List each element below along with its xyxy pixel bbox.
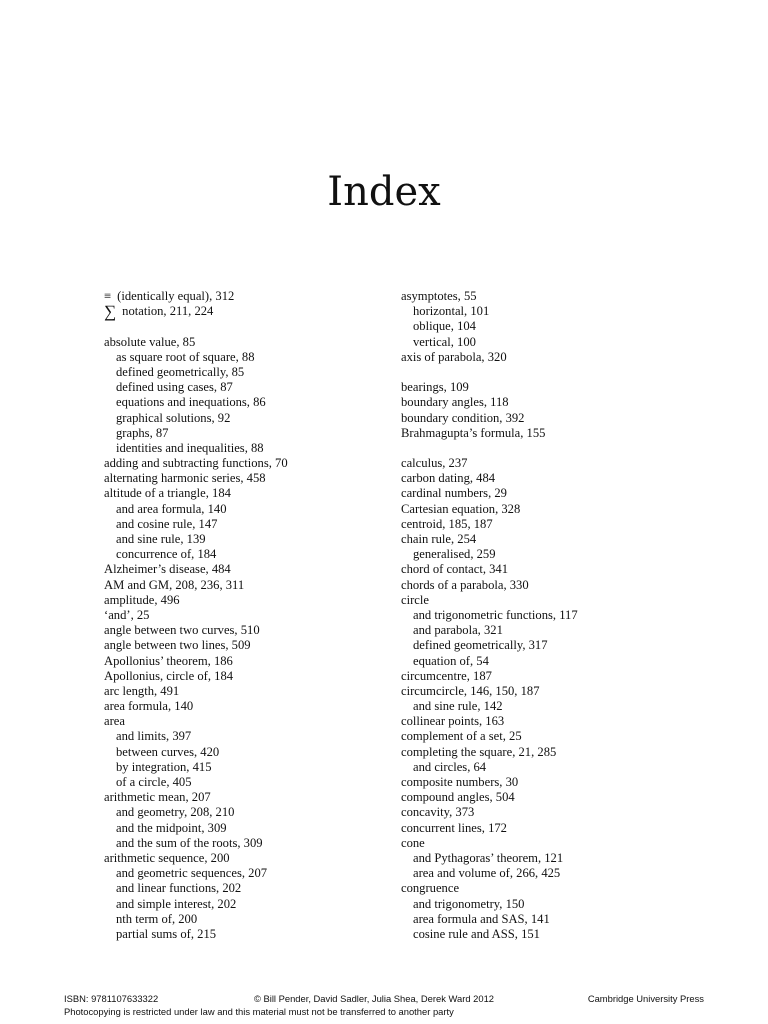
index-entry-text: concurrence of, 184	[116, 547, 217, 562]
index-entry	[401, 836, 701, 851]
identical-symbol: ≡	[104, 289, 112, 303]
index-subentry	[401, 608, 701, 623]
index-subentry	[104, 547, 404, 562]
index-entry-text: composite numbers, 30	[401, 775, 519, 789]
index-entry-text: cardinal numbers, 29	[401, 486, 507, 501]
index-entry-text: area	[104, 714, 125, 729]
index-entry	[104, 851, 404, 866]
index-entry-text: and area formula, 140	[116, 501, 227, 516]
index-entry-text: and trigonometry, 150	[413, 896, 525, 911]
index-subentry	[401, 335, 701, 350]
index-entry-text: defined geometrically, 317	[413, 638, 548, 653]
index-subentry	[104, 426, 404, 441]
index-entry	[401, 395, 701, 410]
index-entry	[401, 562, 701, 577]
index-entry-text: bearings, 109	[401, 380, 469, 395]
index-entry-text: as square root of square, 88	[116, 349, 255, 364]
index-entry-text: partial sums of, 215	[116, 926, 217, 941]
index-entry-text: equation of, 54	[413, 653, 489, 668]
index-entry	[401, 745, 701, 760]
index-subentry	[104, 821, 404, 836]
index-subentry	[401, 638, 701, 653]
index-entry-text: (identically equal), 312	[114, 289, 235, 303]
index-entry-text: collinear points, 163	[401, 714, 505, 729]
index-entry	[401, 517, 701, 532]
index-entry	[401, 669, 701, 684]
index-entry-text: and trigonometric functions, 117	[413, 607, 578, 622]
index-entry-text: and geometric sequences, 207	[116, 866, 268, 881]
index-entry-text: generalised, 259	[413, 547, 496, 562]
index-entry-text: alternating harmonic series, 458	[104, 471, 266, 486]
index-subentry	[104, 517, 404, 532]
index-entry-text: and geometry, 208, 210	[116, 805, 235, 820]
index-entry	[104, 608, 404, 623]
index-entry-text: circle	[401, 592, 429, 607]
index-entry-text: chain rule, 254	[401, 532, 477, 546]
index-subentry	[104, 897, 404, 912]
index-entry-text: completing the square, 21, 285	[401, 744, 557, 759]
index-entry-text: and cosine rule, 147	[116, 516, 218, 531]
footer-notice: Photocopying is restricted under law and this material must not be transferred to another party	[64, 1006, 454, 1017]
index-entry-text: compound angles, 504	[401, 790, 515, 805]
index-entry-text: and Pythagoras’ theorem, 121	[413, 850, 564, 865]
index-subentry	[104, 881, 404, 896]
index-entry-text: Alzheimer’s disease, 484	[104, 562, 231, 577]
index-entry-text: Apollonius’ theorem, 186	[104, 653, 233, 668]
index-entry-text: graphical solutions, 92	[116, 410, 231, 425]
index-entry-text: by integration, 415	[116, 759, 212, 774]
index-entry	[104, 456, 404, 471]
index-entry-text: boundary condition, 392	[401, 410, 525, 425]
index-subentry	[104, 365, 404, 380]
index-entry-text: and sine rule, 142	[413, 699, 503, 714]
index-entry	[401, 821, 701, 836]
index-entry-text: area and volume of, 266, 425	[413, 866, 561, 881]
footer-copyright: © Bill Pender, David Sadler, Julia Shea, Derek Ward 2012	[254, 993, 495, 1004]
index-subentry	[104, 836, 404, 851]
index-entry-text: cone	[401, 835, 425, 850]
index-entry	[104, 302, 404, 322]
index-entry-text: and parabola, 321	[413, 623, 503, 638]
index-entry-text: amplitude, 496	[104, 592, 180, 607]
index-entry-text: equations and inequations, 86	[116, 395, 266, 410]
index-entry	[401, 790, 701, 805]
index-subentry	[104, 350, 404, 365]
index-column-left	[104, 289, 404, 942]
index-entry-text: arithmetic sequence, 200	[104, 850, 230, 865]
index-entry-text: centroid, 185, 187	[401, 516, 493, 531]
index-entry	[401, 486, 701, 501]
index-entry	[401, 426, 701, 441]
index-entry-text: absolute value, 85	[104, 334, 196, 349]
index-entry	[104, 623, 404, 638]
index-entry-text: boundary angles, 118	[401, 395, 509, 410]
index-entry-text: angle between two curves, 510	[104, 623, 260, 638]
index-entry	[104, 578, 404, 593]
index-entry-text: concurrent lines, 172	[401, 820, 507, 835]
index-entry-text: chords of a parabola, 330	[401, 577, 529, 592]
index-subentry	[104, 745, 404, 760]
index-subentry	[401, 897, 701, 912]
index-entry-text: Brahmagupta’s formula, 155	[401, 425, 546, 440]
index-entry-text: notation, 211, 224	[119, 304, 214, 319]
index-entry	[401, 805, 701, 820]
index-subentry	[104, 411, 404, 426]
index-entry	[401, 471, 701, 486]
footer-publisher: Cambridge University Press	[587, 993, 704, 1004]
index-entry	[104, 335, 404, 350]
index-entry	[401, 350, 701, 365]
index-subentry	[401, 866, 701, 881]
index-subentry	[401, 623, 701, 638]
index-entry-text: area formula and SAS, 141	[413, 911, 550, 926]
index-entry	[401, 729, 701, 744]
index-entry-text: AM and GM, 208, 236, 311	[104, 577, 245, 592]
index-entry	[104, 486, 404, 501]
index-entry-text: complement of a set, 25	[401, 729, 522, 744]
index-entry	[401, 411, 701, 426]
index-subentry	[104, 395, 404, 410]
index-subentry	[104, 927, 404, 942]
index-entry-text: and simple interest, 202	[116, 896, 237, 911]
index-entry-text: and the midpoint, 309	[116, 820, 227, 835]
index-entry	[401, 532, 701, 547]
index-entry	[401, 684, 701, 699]
index-subentry	[401, 304, 701, 319]
index-subentry	[104, 729, 404, 744]
index-entry-text: oblique, 104	[413, 319, 476, 334]
index-subentry	[401, 699, 701, 714]
index-subentry	[401, 319, 701, 334]
index-entry-text: and limits, 397	[116, 729, 192, 744]
index-entry-text: calculus, 237	[401, 456, 468, 471]
index-subentry	[401, 654, 701, 669]
index-entry	[104, 289, 404, 304]
index-subentry	[104, 805, 404, 820]
index-subentry	[104, 441, 404, 456]
index-entry	[104, 471, 404, 486]
index-entry-text: defined geometrically, 85	[116, 364, 245, 379]
index-entry	[104, 684, 404, 699]
index-subentry	[104, 532, 404, 547]
index-subentry	[104, 775, 404, 790]
index-entry	[104, 562, 404, 577]
index-entry-text: concavity, 373	[401, 805, 475, 820]
index-subentry	[104, 760, 404, 775]
index-entry	[401, 775, 701, 790]
index-subentry	[104, 866, 404, 881]
index-entry-text: chord of contact, 341	[401, 562, 509, 577]
footer	[64, 993, 704, 1005]
index-entry-text: Apollonius, circle of, 184	[104, 668, 234, 683]
index-entry-text: of a circle, 405	[116, 775, 192, 789]
index-entry	[401, 289, 701, 304]
index-entry-text: and the sum of the roots, 309	[116, 835, 263, 850]
index-entry	[401, 578, 701, 593]
index-entry-text: arithmetic mean, 207	[104, 790, 211, 805]
index-entry-text: ‘and’, 25	[104, 607, 150, 622]
index-entry	[104, 669, 404, 684]
index-entry-text: axis of parabola, 320	[401, 349, 507, 364]
page-title: Index	[327, 169, 441, 215]
index-subentry	[401, 851, 701, 866]
index-subentry	[401, 927, 701, 942]
index-entry	[401, 456, 701, 471]
index-entry-text: nth term of, 200	[116, 911, 198, 926]
index-entry-text: graphs, 87	[116, 425, 169, 440]
footer-isbn: ISBN: 9781107633322	[64, 993, 159, 1004]
index-entry	[104, 638, 404, 653]
index-subentry	[104, 912, 404, 927]
index-entry-text: adding and subtracting functions, 70	[104, 456, 288, 471]
index-entry-text: vertical, 100	[413, 334, 476, 349]
index-entry	[401, 881, 701, 896]
index-entry	[104, 714, 404, 729]
index-entry-text: altitude of a triangle, 184	[104, 486, 231, 501]
index-entry-text: and sine rule, 139	[116, 532, 206, 546]
index-subentry	[401, 760, 701, 775]
index-entry-text: circumcircle, 146, 150, 187	[401, 683, 540, 698]
index-entry	[401, 593, 701, 608]
index-subentry	[104, 502, 404, 517]
index-entry	[401, 714, 701, 729]
index-entry-text: carbon dating, 484	[401, 471, 496, 486]
index-entry	[104, 790, 404, 805]
sigma-symbol: ∑	[104, 302, 117, 322]
index-subentry	[401, 912, 701, 927]
index-entry-text: and circles, 64	[413, 759, 487, 774]
index-entry-text: arc length, 491	[104, 683, 180, 698]
index-entry-text: asymptotes, 55	[401, 289, 477, 303]
index-entry-text: area formula, 140	[104, 699, 194, 714]
index-entry	[104, 593, 404, 608]
index-entry-text: circumcentre, 187	[401, 668, 492, 683]
index-entry-text: identities and inequalities, 88	[116, 440, 264, 455]
index-entry-text: horizontal, 101	[413, 304, 490, 319]
index-entry	[401, 380, 701, 395]
index-entry-text: congruence	[401, 881, 460, 896]
index-entry	[401, 502, 701, 517]
index-entry-text: Cartesian equation, 328	[401, 501, 521, 516]
index-entry-text: defined using cases, 87	[116, 380, 233, 395]
index-subentry	[104, 380, 404, 395]
index-entry-text: angle between two lines, 509	[104, 638, 251, 653]
index-entry	[104, 654, 404, 669]
index-entry-text: cosine rule and ASS, 151	[413, 926, 540, 941]
index-entry	[104, 699, 404, 714]
index-entry-text: between curves, 420	[116, 744, 220, 759]
index-entry-text: and linear functions, 202	[116, 881, 242, 896]
index-subentry	[401, 547, 701, 562]
index-column-right	[401, 289, 701, 942]
